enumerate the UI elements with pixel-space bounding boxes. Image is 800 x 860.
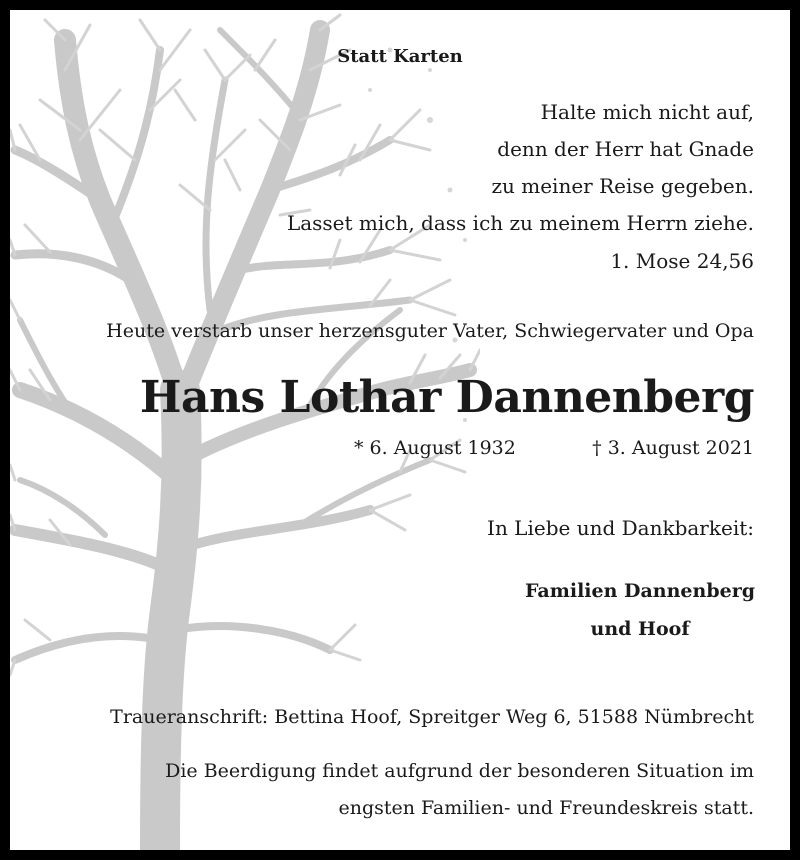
verse-line: denn der Herr hat Gnade <box>497 137 754 161</box>
verse-line: Lasset mich, dass ich zu meinem Herrn ziehe. <box>286 211 754 235</box>
verse-line: zu meiner Reise gegeben. <box>491 174 754 198</box>
family-names-line2: und Hoof <box>590 618 690 640</box>
death-date: † 3. August 2021 <box>592 437 754 459</box>
verse-reference: 1. Mose 24,56 <box>610 249 754 273</box>
family-names-line1: Familien Dannenberg <box>524 580 756 602</box>
birth-date: * 6. August 1932 <box>354 437 516 459</box>
deceased-name: Hans Lothar Dannenberg <box>139 372 754 423</box>
obituary-card <box>10 10 790 850</box>
closing-intro: In Liebe und Dankbarkeit: <box>487 516 754 540</box>
funeral-note-line2: engsten Familien- und Freundeskreis statt. <box>338 797 754 819</box>
mourning-address: Traueranschrift: Bettina Hoof, Spreitger Weg 6, 51588 Nümbrecht <box>110 706 754 728</box>
announcement-text: Heute verstarb unser herzensguter Vater, Schwiegervater und Opa <box>106 320 754 342</box>
funeral-note-line1: Die Beerdigung findet aufgrund der besonderen Situation im <box>165 760 754 782</box>
statt-karten-label: Statt Karten <box>337 46 463 67</box>
verse-line: Halte mich nicht auf, <box>540 100 754 124</box>
